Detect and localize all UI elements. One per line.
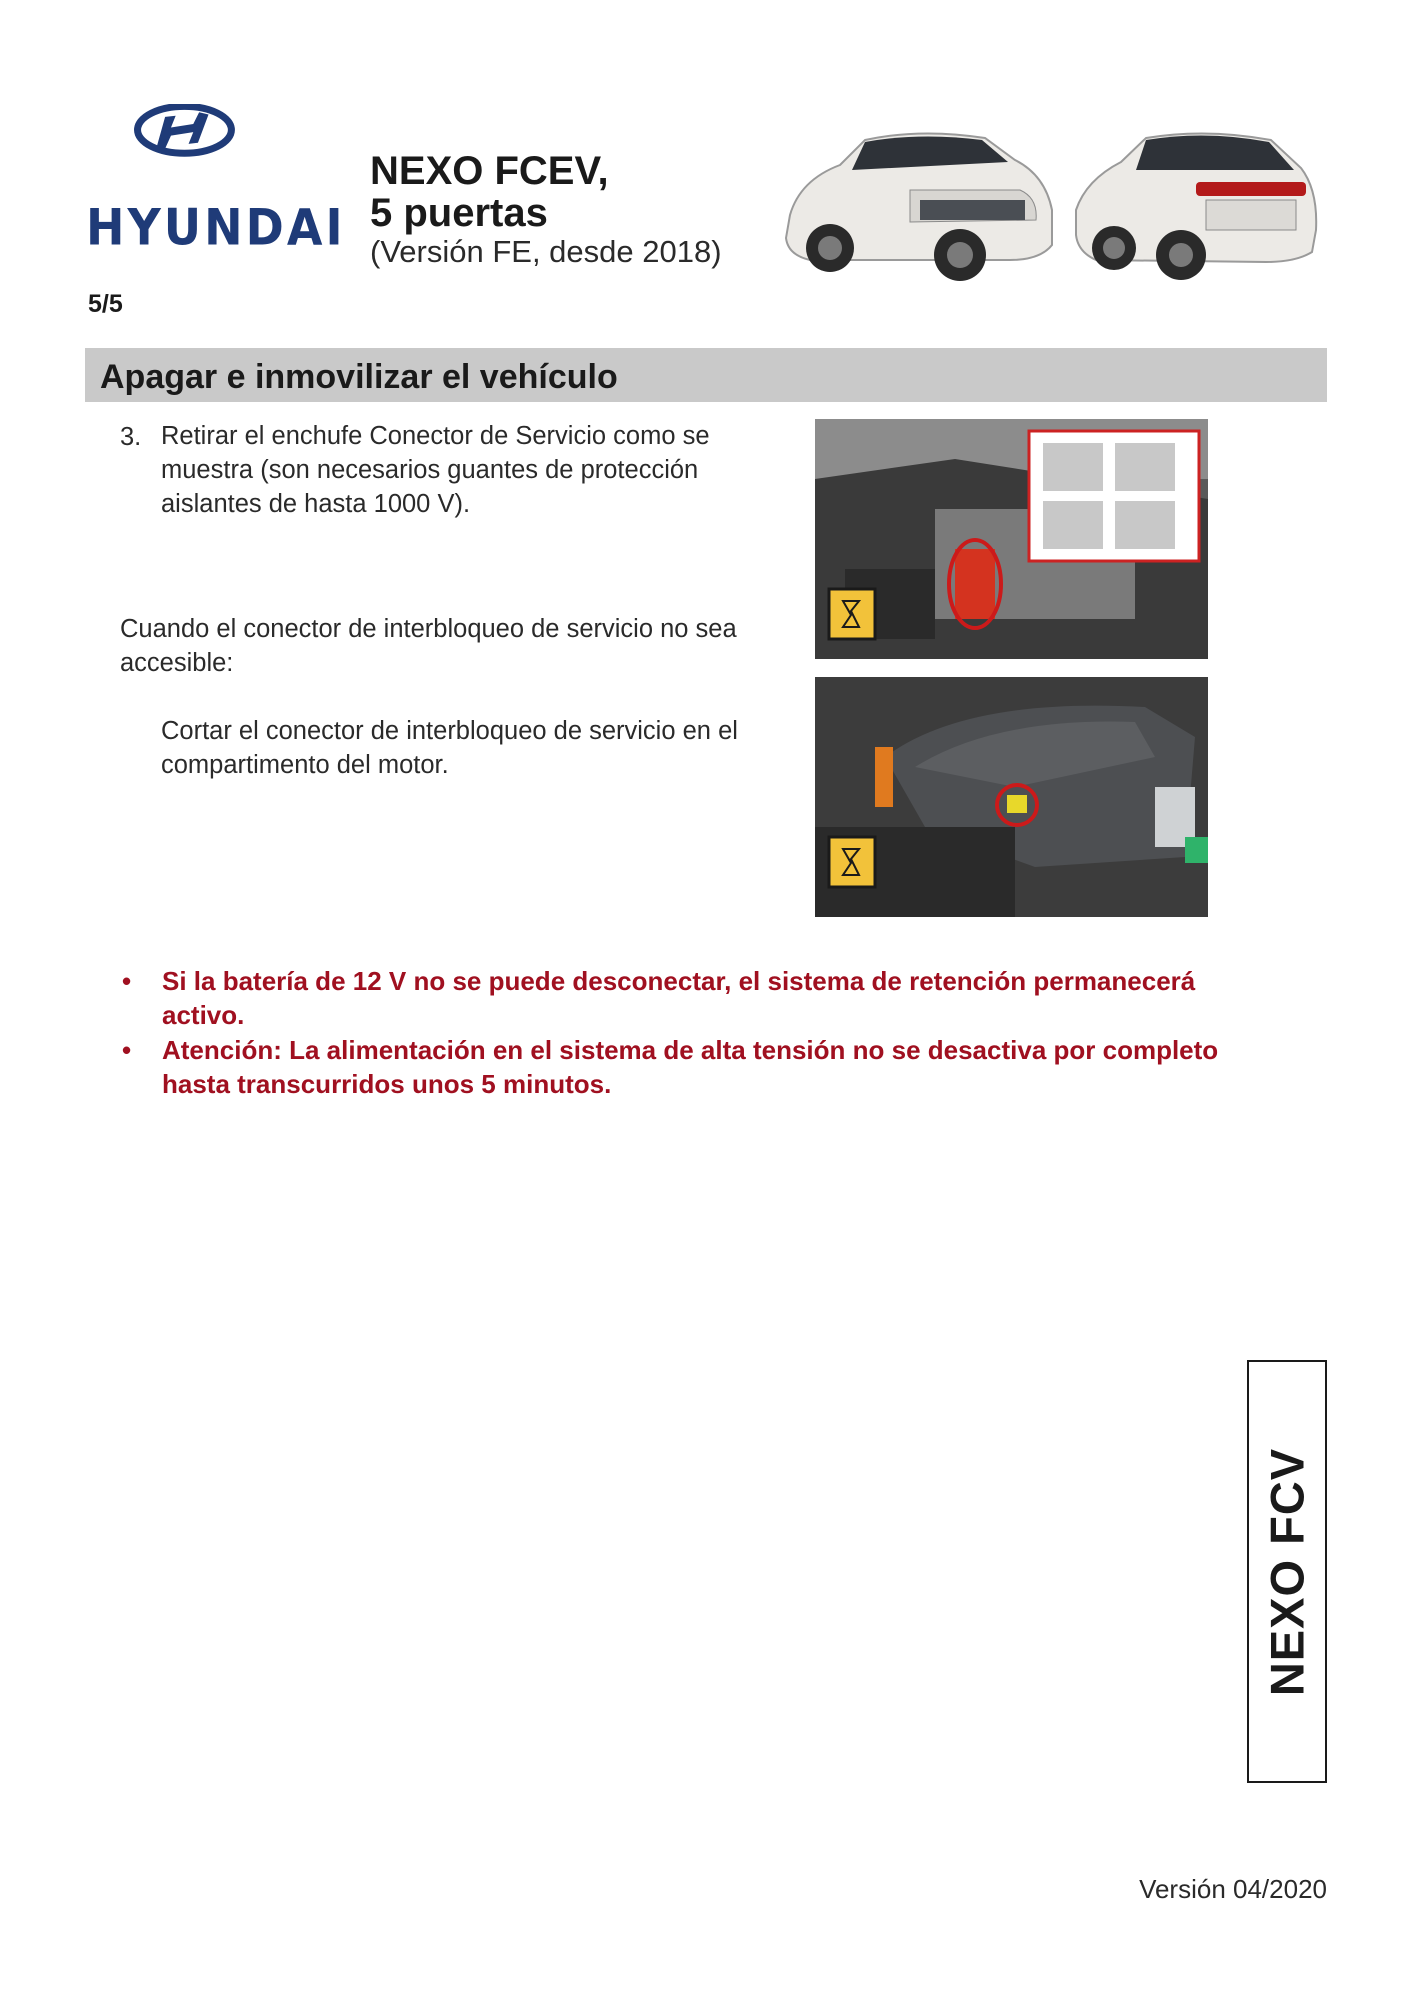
version-footer: Versión 04/2020 xyxy=(1139,1874,1327,1904)
bullet-icon: • xyxy=(122,966,132,996)
title-line-1: NEXO FCEV, xyxy=(370,149,609,193)
step-text: Retirar el enchufe Conector de Servicio como se muestra (son necesarios guantes de protección aislantes de hasta 1000 V). xyxy=(161,422,710,518)
side-label: NEXO FCV xyxy=(1260,1447,1314,1696)
title-line-2: 5 puertas xyxy=(370,191,548,235)
warning-text: Si la batería de 12 V no se puede desconectar, el sistema de retención permanecerá activo. xyxy=(162,966,1196,1030)
car-rear-image xyxy=(1065,120,1327,285)
side-label-box xyxy=(1247,1360,1327,1783)
service-connector-photo xyxy=(815,419,1208,659)
cut-instruction-text: Cortar el conector de interbloqueo de servicio en el compartimento del motor. xyxy=(161,717,738,779)
section-title: Apagar e inmovilizar el vehículo xyxy=(100,358,618,396)
step-number: 3. xyxy=(120,423,142,451)
brand-name: HYUNDAI xyxy=(86,197,346,257)
car-front-image xyxy=(770,120,1060,285)
hyundai-logo xyxy=(120,104,290,192)
engine-compartment-photo xyxy=(815,677,1208,917)
page-title xyxy=(370,150,609,234)
page-number: 5/5 xyxy=(88,290,123,318)
page-subtitle: (Versión FE, desde 2018) xyxy=(370,234,722,269)
bullet-icon: • xyxy=(122,1035,132,1065)
condition-text: Cuando el conector de interbloqueo de servicio no sea accesible: xyxy=(120,615,737,677)
warning-text: Atención: La alimentación en el sistema de alta tensión no se desactiva por completo hasta transcurridos unos 5 minutos. xyxy=(162,1035,1219,1099)
